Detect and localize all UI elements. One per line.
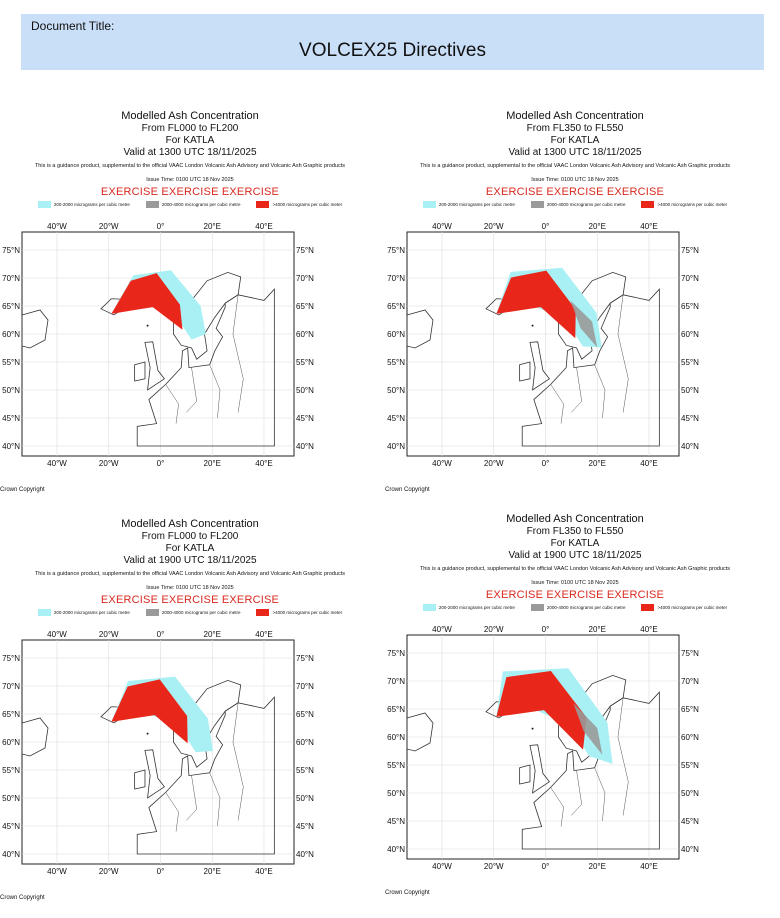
lat-label-right: 55°N — [681, 761, 699, 770]
lon-label-bottom: 0° — [156, 459, 165, 468]
flight-levels: From FL350 to FL550 — [526, 123, 624, 134]
lon-label-top: 0° — [156, 222, 165, 231]
lat-label-left: 40°N — [387, 442, 405, 451]
legend-label-low: 200-2000 micrograms per cubic metre — [438, 202, 515, 207]
legend-label-high: >4000 micrograms per cubic meter — [272, 202, 343, 207]
map-heading: Modelled Ash Concentration — [506, 110, 644, 122]
lon-label-top: 40°E — [255, 222, 273, 231]
issue-time: Issue Time: 0100 UTC 18 Nov 2025 — [531, 580, 619, 586]
ash-concentration-map — [0, 220, 340, 480]
lon-label-bottom: 20°E — [203, 459, 221, 468]
lat-label-right: 65°N — [681, 705, 699, 714]
legend-item-high — [641, 201, 727, 208]
lon-label-top: 20°E — [588, 625, 606, 634]
lat-label-right: 75°N — [296, 246, 314, 255]
legend-label-mid: 2000-4000 micrograms per cubic metre — [546, 605, 626, 610]
lat-label-left: 65°N — [387, 302, 405, 311]
guidance-note: This is a guidance product, supplemental to the official VAAC London Volcanic Ash Advisory and Volcanic Ash Graphic products — [34, 163, 346, 169]
lon-label-top: 40°W — [432, 625, 452, 634]
lon-label-bottom: 40°W — [47, 459, 67, 468]
exercise-banner: EXERCISE EXERCISE EXERCISE — [485, 186, 665, 198]
legend-swatch-red-icon — [641, 201, 654, 208]
flight-levels: From FL350 to FL550 — [526, 526, 624, 537]
legend-item-mid — [531, 201, 626, 208]
exercise-banner: EXERCISE EXERCISE EXERCISE — [100, 186, 280, 198]
lon-label-top: 20°E — [588, 222, 606, 231]
lat-label-right: 45°N — [681, 414, 699, 423]
lat-label-left: 65°N — [387, 705, 405, 714]
lat-label-right: 40°N — [681, 845, 699, 854]
lon-label-top: 40°W — [47, 222, 67, 231]
island-marker — [147, 325, 149, 327]
lat-label-right: 60°N — [296, 330, 314, 339]
concentration-legend — [385, 201, 765, 208]
document-title-banner — [21, 14, 764, 70]
valid-time: Valid at 1300 UTC 18/11/2025 — [123, 147, 257, 158]
exercise-banner: EXERCISE EXERCISE EXERCISE — [485, 589, 665, 601]
lat-label-left: 55°N — [387, 761, 405, 770]
lon-label-bottom: 40°W — [432, 862, 452, 871]
legend-swatch-grey-icon — [146, 201, 159, 208]
legend-label-mid: 2000-4000 micrograms per cubic metre — [161, 610, 241, 615]
lat-label-right: 40°N — [681, 442, 699, 451]
ash-concentration-map — [385, 220, 725, 480]
lat-label-left: 50°N — [2, 386, 20, 395]
lon-label-bottom: 20°W — [98, 459, 119, 468]
legend-swatch-red-icon — [256, 609, 269, 616]
ash-map-panel-fl350-fl550-1900 — [385, 513, 765, 913]
legend-item-high — [256, 201, 342, 208]
lat-label-left: 70°N — [387, 274, 405, 283]
lat-label-left: 70°N — [387, 677, 405, 686]
issue-time: Issue Time: 0100 UTC 18 Nov 2025 — [531, 177, 619, 183]
lat-label-left: 45°N — [387, 817, 405, 826]
lat-label-left: 75°N — [387, 649, 405, 658]
legend-label-high: >4000 micrograms per cubic meter — [272, 610, 343, 615]
lat-label-right: 40°N — [296, 442, 314, 451]
lon-label-top: 40°W — [47, 630, 67, 639]
crown-copyright: Crown Copyright — [385, 890, 430, 896]
lon-label-bottom: 20°E — [203, 867, 221, 876]
lat-label-left: 45°N — [2, 414, 20, 423]
lat-label-left: 65°N — [2, 710, 20, 719]
valid-time: Valid at 1900 UTC 18/11/2025 — [508, 550, 642, 561]
lon-label-bottom: 20°E — [588, 459, 606, 468]
lon-label-top: 20°W — [483, 222, 504, 231]
lon-label-top: 0° — [541, 222, 550, 231]
lat-label-left: 75°N — [2, 246, 20, 255]
lon-label-bottom: 40°E — [255, 459, 273, 468]
lat-label-right: 55°N — [296, 766, 314, 775]
lat-label-right: 60°N — [681, 733, 699, 742]
lon-label-bottom: 20°W — [98, 867, 119, 876]
lat-label-right: 60°N — [681, 330, 699, 339]
legend-item-low — [38, 201, 130, 208]
legend-swatch-cyan-icon — [38, 201, 51, 208]
lat-label-right: 70°N — [681, 274, 699, 283]
flight-levels: From FL000 to FL200 — [141, 531, 239, 542]
crown-copyright: Crown Copyright — [0, 487, 45, 493]
lat-label-left: 45°N — [2, 822, 20, 831]
lon-label-bottom: 40°E — [640, 459, 658, 468]
lat-label-right: 70°N — [296, 274, 314, 283]
concentration-legend — [0, 201, 380, 208]
flight-levels: From FL000 to FL200 — [141, 123, 239, 134]
legend-label-low: 200-2000 micrograms per cubic metre — [53, 610, 130, 615]
crown-copyright: Crown Copyright — [0, 895, 45, 901]
lat-label-right: 55°N — [681, 358, 699, 367]
lat-label-right: 55°N — [296, 358, 314, 367]
lat-label-left: 60°N — [387, 330, 405, 339]
legend-label-high: >4000 micrograms per cubic meter — [657, 202, 728, 207]
lon-label-bottom: 40°E — [255, 867, 273, 876]
lon-label-top: 0° — [156, 630, 165, 639]
lon-label-top: 0° — [541, 625, 550, 634]
guidance-note: This is a guidance product, supplemental to the official VAAC London Volcanic Ash Advisory and Volcanic Ash Graphic products — [419, 566, 731, 572]
lat-label-left: 55°N — [387, 358, 405, 367]
legend-swatch-grey-icon — [531, 201, 544, 208]
lat-label-right: 65°N — [681, 302, 699, 311]
legend-item-mid — [531, 604, 626, 611]
lat-label-left: 65°N — [2, 302, 20, 311]
lon-label-bottom: 40°E — [640, 862, 658, 871]
lat-label-right: 45°N — [296, 822, 314, 831]
lat-label-left: 55°N — [2, 358, 20, 367]
lat-label-left: 70°N — [2, 274, 20, 283]
guidance-note: This is a guidance product, supplemental to the official VAAC London Volcanic Ash Advisory and Volcanic Ash Graphic products — [419, 163, 731, 169]
crown-copyright: Crown Copyright — [385, 487, 430, 493]
volcano-name: For KATLA — [550, 538, 600, 549]
ash-concentration-map — [385, 623, 725, 883]
legend-label-high: >4000 micrograms per cubic meter — [657, 605, 728, 610]
lat-label-right: 70°N — [681, 677, 699, 686]
valid-time: Valid at 1900 UTC 18/11/2025 — [123, 555, 257, 566]
ash-concentration-map — [0, 628, 340, 888]
legend-label-low: 200-2000 micrograms per cubic metre — [438, 605, 515, 610]
lat-label-right: 50°N — [681, 789, 699, 798]
legend-item-mid — [146, 609, 241, 616]
map-frame — [22, 232, 294, 456]
volcano-name: For KATLA — [165, 135, 215, 146]
lon-label-top: 20°W — [483, 625, 504, 634]
ash-map-panel-fl000-fl200-1900 — [0, 518, 380, 918]
lat-label-left: 75°N — [2, 654, 20, 663]
map-frame — [407, 232, 679, 456]
lat-label-right: 50°N — [296, 386, 314, 395]
island-marker — [532, 325, 534, 327]
lat-label-left: 60°N — [387, 733, 405, 742]
lat-label-left: 50°N — [2, 794, 20, 803]
map-heading: Modelled Ash Concentration — [121, 518, 259, 530]
lat-label-left: 60°N — [2, 330, 20, 339]
volcano-name: For KATLA — [550, 135, 600, 146]
lat-label-right: 75°N — [296, 654, 314, 663]
lon-label-bottom: 20°W — [483, 459, 504, 468]
lon-label-top: 40°E — [255, 630, 273, 639]
lat-label-right: 50°N — [296, 794, 314, 803]
lon-label-top: 20°W — [98, 630, 119, 639]
lat-label-right: 50°N — [681, 386, 699, 395]
lon-label-top: 20°W — [98, 222, 119, 231]
lon-label-bottom: 40°W — [432, 459, 452, 468]
lat-label-right: 75°N — [681, 649, 699, 658]
legend-swatch-cyan-icon — [423, 604, 436, 611]
issue-time: Issue Time: 0100 UTC 18 Nov 2025 — [146, 177, 234, 183]
lon-label-bottom: 20°E — [588, 862, 606, 871]
exercise-banner: EXERCISE EXERCISE EXERCISE — [100, 594, 280, 606]
map-heading: Modelled Ash Concentration — [121, 110, 259, 122]
lon-label-bottom: 0° — [541, 862, 550, 871]
legend-item-low — [423, 604, 515, 611]
lat-label-right: 60°N — [296, 738, 314, 747]
ash-map-panel-fl350-fl550-1300 — [385, 110, 765, 510]
ash-map-panel-fl000-fl200-1300 — [0, 110, 380, 510]
legend-label-mid: 2000-4000 micrograms per cubic metre — [546, 202, 626, 207]
legend-item-high — [256, 609, 342, 616]
legend-swatch-cyan-icon — [423, 201, 436, 208]
lat-label-left: 60°N — [2, 738, 20, 747]
legend-swatch-red-icon — [256, 201, 269, 208]
island-marker — [532, 728, 534, 730]
lat-label-left: 45°N — [387, 414, 405, 423]
lon-label-bottom: 0° — [156, 867, 165, 876]
legend-item-mid — [146, 201, 241, 208]
lat-label-right: 65°N — [296, 302, 314, 311]
guidance-note: This is a guidance product, supplemental to the official VAAC London Volcanic Ash Advisory and Volcanic Ash Graphic products — [34, 571, 346, 577]
concentration-legend — [385, 604, 765, 611]
lon-label-top: 20°E — [203, 222, 221, 231]
legend-item-low — [38, 609, 130, 616]
issue-time: Issue Time: 0100 UTC 18 Nov 2025 — [146, 585, 234, 591]
lat-label-left: 55°N — [2, 766, 20, 775]
legend-swatch-grey-icon — [146, 609, 159, 616]
legend-item-high — [641, 604, 727, 611]
lat-label-left: 50°N — [387, 386, 405, 395]
lon-label-top: 40°E — [640, 625, 658, 634]
legend-swatch-cyan-icon — [38, 609, 51, 616]
lat-label-left: 40°N — [2, 850, 20, 859]
lon-label-top: 20°E — [203, 630, 221, 639]
map-heading: Modelled Ash Concentration — [506, 513, 644, 525]
lat-label-right: 65°N — [296, 710, 314, 719]
lat-label-left: 40°N — [387, 845, 405, 854]
legend-label-mid: 2000-4000 micrograms per cubic metre — [161, 202, 241, 207]
document-title: VOLCEX25 Directives — [299, 40, 486, 61]
lat-label-right: 45°N — [296, 414, 314, 423]
lat-label-left: 70°N — [2, 682, 20, 691]
lon-label-top: 40°E — [640, 222, 658, 231]
lat-label-left: 75°N — [387, 246, 405, 255]
lat-label-right: 40°N — [296, 850, 314, 859]
concentration-legend — [0, 609, 380, 616]
lat-label-left: 40°N — [2, 442, 20, 451]
document-title-label: Document Title: — [31, 19, 115, 33]
legend-swatch-grey-icon — [531, 604, 544, 611]
map-frame — [407, 635, 679, 859]
lon-label-top: 40°W — [432, 222, 452, 231]
lat-label-right: 45°N — [681, 817, 699, 826]
legend-swatch-red-icon — [641, 604, 654, 611]
lon-label-bottom: 40°W — [47, 867, 67, 876]
volcano-name: For KATLA — [165, 543, 215, 554]
legend-item-low — [423, 201, 515, 208]
map-frame — [22, 640, 294, 864]
valid-time: Valid at 1300 UTC 18/11/2025 — [508, 147, 642, 158]
island-marker — [147, 733, 149, 735]
lon-label-bottom: 20°W — [483, 862, 504, 871]
legend-label-low: 200-2000 micrograms per cubic metre — [53, 202, 130, 207]
lat-label-left: 50°N — [387, 789, 405, 798]
lon-label-bottom: 0° — [541, 459, 550, 468]
lat-label-right: 75°N — [681, 246, 699, 255]
lat-label-right: 70°N — [296, 682, 314, 691]
